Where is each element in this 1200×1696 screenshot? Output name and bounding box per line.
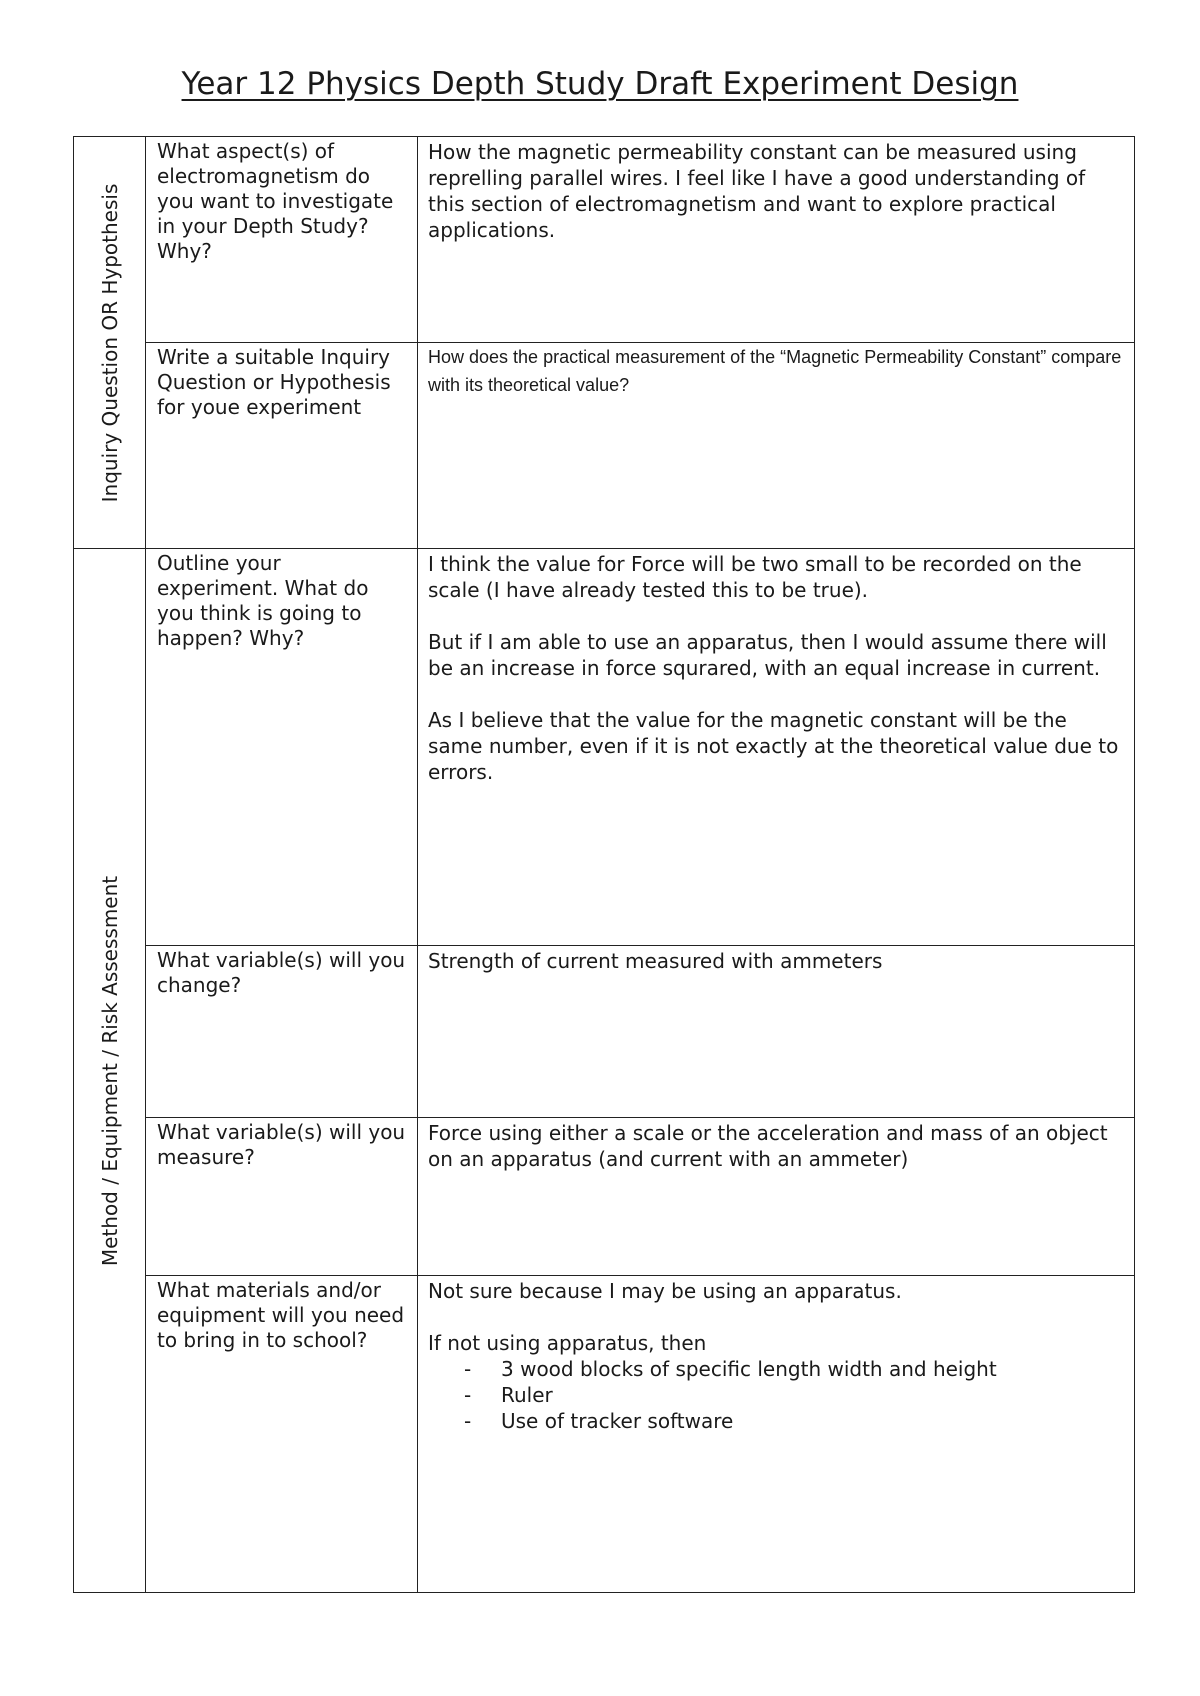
section-method xyxy=(74,549,146,1593)
answer-cell[interactable] xyxy=(418,946,1135,1118)
answer-aspect xyxy=(418,137,1134,243)
answer-cell[interactable] xyxy=(418,343,1135,549)
prompt-cell xyxy=(146,1118,418,1276)
prompt-cell xyxy=(146,137,418,343)
answer-paragraph: But if I am able to use an apparatus, then I would assume there will be an increase in force squrared, with an equal increase in current. xyxy=(428,630,1107,680)
prompt-outline: Outline your experiment. What do you think is going to happen? Why? xyxy=(157,551,369,650)
prompt-cell xyxy=(146,1276,418,1593)
list-item: - Ruler xyxy=(464,1382,1124,1408)
table-row xyxy=(74,1118,1135,1276)
prompt-inquiry-question: Write a suitable Inquiry Question or Hypothesis for youe experiment xyxy=(157,345,391,419)
materials-list xyxy=(428,1356,1124,1434)
answer-cell[interactable] xyxy=(418,137,1135,343)
answer-paragraph: I think the value for Force will be two small to be recorded on the scale (I have already tested this to be true). xyxy=(428,552,1082,602)
answer-materials xyxy=(418,1276,1134,1434)
answer-variable-change xyxy=(418,946,1134,974)
table-row xyxy=(74,549,1135,946)
prompt-materials: What materials and/or equipment will you need to bring in to school? xyxy=(157,1278,405,1352)
table-row xyxy=(74,1276,1135,1593)
answer-cell[interactable] xyxy=(418,1118,1135,1276)
prompt-variable-measure: What variable(s) will you measure? xyxy=(157,1120,406,1169)
prompt-cell xyxy=(146,549,418,946)
section-inquiry xyxy=(74,137,146,549)
answer-paragraph: Not sure because I may be using an apparatus. xyxy=(428,1279,902,1303)
prompt-cell xyxy=(146,946,418,1118)
list-item: - 3 wood blocks of specific length width and height xyxy=(464,1356,1124,1382)
answer-paragraph: How does the practical measurement of the “Magnetic Permeability Constant” compare with its theoretical value? xyxy=(428,347,1122,395)
experiment-design-table xyxy=(73,136,1135,1593)
answer-paragraph: If not using apparatus, then xyxy=(428,1331,707,1355)
table-row xyxy=(74,137,1135,343)
prompt-variable-change: What variable(s) will you change? xyxy=(157,948,406,997)
answer-cell[interactable] xyxy=(418,1276,1135,1593)
document-title: Year 12 Physics Depth Study Draft Experiment Design xyxy=(181,66,1019,102)
answer-paragraph: How the magnetic permeability constant can be measured using reprelling parallel wires. I feel like I have a good understanding of this section of electromagnetism and want to explore practical applications. xyxy=(428,140,1086,242)
section-label-method: Method / Equipment / Risk Assessment xyxy=(97,875,122,1266)
answer-paragraph: As I believe that the value for the magnetic constant will be the same number, even if it is not exactly at the theoretical value due to errors. xyxy=(428,708,1119,784)
prompt-aspect: What aspect(s) of electromagnetism do you want to investigate in your Depth Study? Why? xyxy=(157,139,394,263)
answer-outline xyxy=(418,549,1134,785)
section-label-inquiry: Inquiry Question OR Hypothesis xyxy=(97,183,122,502)
table-row xyxy=(74,946,1135,1118)
list-item: - Use of tracker software xyxy=(464,1408,1124,1434)
answer-inquiry-question xyxy=(418,343,1134,399)
answer-paragraph: Force using either a scale or the acceleration and mass of an object on an apparatus (and current with an ammeter) xyxy=(428,1121,1108,1171)
prompt-cell xyxy=(146,343,418,549)
answer-paragraph: Strength of current measured with ammeters xyxy=(428,949,883,973)
answer-variable-measure xyxy=(418,1118,1134,1172)
answer-cell[interactable] xyxy=(418,549,1135,946)
table-row xyxy=(74,343,1135,549)
